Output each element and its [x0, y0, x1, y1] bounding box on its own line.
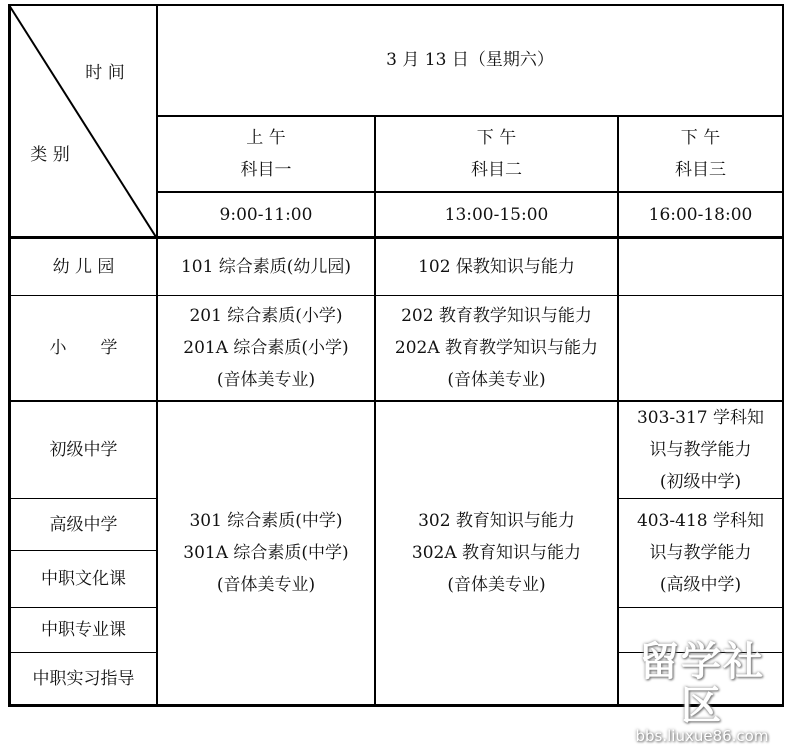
watermark-logo — [622, 640, 782, 744]
category-junior-middle: 初级中学 — [49, 440, 118, 460]
date-header: 3 月 13 日（星期六） — [386, 50, 554, 70]
senior-subject3 — [618, 499, 783, 607]
category-kindergarten: 幼 儿 园 — [52, 257, 115, 277]
category-primary: 小 学 — [49, 338, 118, 358]
cell-line: 101 综合素质(幼儿园) — [180, 257, 352, 277]
session-period: 下 午 — [680, 128, 721, 148]
session-header — [375, 117, 618, 191]
cell-line: 202A 教育教学知识与能力 — [394, 338, 599, 358]
cell-line: (高级中学) — [659, 575, 742, 595]
cell-line: 302A 教育知识与能力 — [411, 543, 582, 563]
cell-line: 303-317 学科知 — [636, 408, 765, 428]
kindergarten-subject1 — [157, 239, 375, 295]
category-vocational-major: 中职专业课 — [41, 620, 126, 640]
junior-subject3 — [618, 402, 783, 498]
cell-line: 202 教育教学知识与能力 — [401, 306, 592, 326]
middle-subject1 — [157, 402, 375, 704]
session-subject: 科目一 — [240, 160, 292, 180]
session-header — [618, 117, 783, 191]
cell-line: 301A 综合素质(中学) — [183, 543, 349, 563]
primary-subject1 — [157, 296, 375, 400]
session-time: 13:00-15:00 — [444, 205, 549, 225]
corner-category-label: 类 别 — [30, 145, 70, 165]
session-subject: 科目二 — [471, 160, 522, 180]
category-vocational-practice: 中职实习指导 — [32, 668, 135, 689]
session-period: 下 午 — [476, 128, 517, 148]
cell-line: 302 教育知识与能力 — [418, 511, 575, 531]
session-header — [157, 117, 375, 191]
watermark-url: bbs.liuxue86.com — [635, 727, 769, 745]
session-time: 16:00-18:00 — [648, 205, 753, 225]
cell-line: 201A 综合素质(小学) — [183, 338, 349, 358]
cell-line: (音体美专业) — [216, 370, 316, 390]
cell-line: (初级中学) — [659, 472, 742, 492]
corner-time-label: 时 间 — [85, 63, 125, 83]
cell-line: 识与教学能力 — [649, 440, 752, 460]
cell-line: (音体美专业) — [447, 370, 546, 390]
cell-line: (音体美专业) — [447, 575, 546, 595]
session-period: 上 午 — [246, 128, 286, 148]
cell-line: 201 综合素质(小学) — [189, 306, 343, 326]
cell-line: 识与教学能力 — [649, 543, 752, 563]
cell-line: 403-418 学科知 — [636, 511, 765, 531]
category-vocational-culture: 中职文化课 — [41, 569, 126, 589]
watermark-title: 留学社区 — [639, 639, 765, 729]
kindergarten-subject2 — [375, 239, 618, 295]
middle-subject2 — [375, 402, 618, 704]
session-subject: 科目三 — [675, 160, 726, 180]
cell-line: 102 保教知识与能力 — [418, 257, 575, 277]
cell-line: 301 综合素质(中学) — [189, 511, 343, 531]
primary-subject2 — [375, 296, 618, 400]
category-senior-middle: 高级中学 — [49, 514, 118, 535]
session-time: 9:00-11:00 — [219, 205, 313, 225]
cell-line: (音体美专业) — [216, 575, 316, 595]
